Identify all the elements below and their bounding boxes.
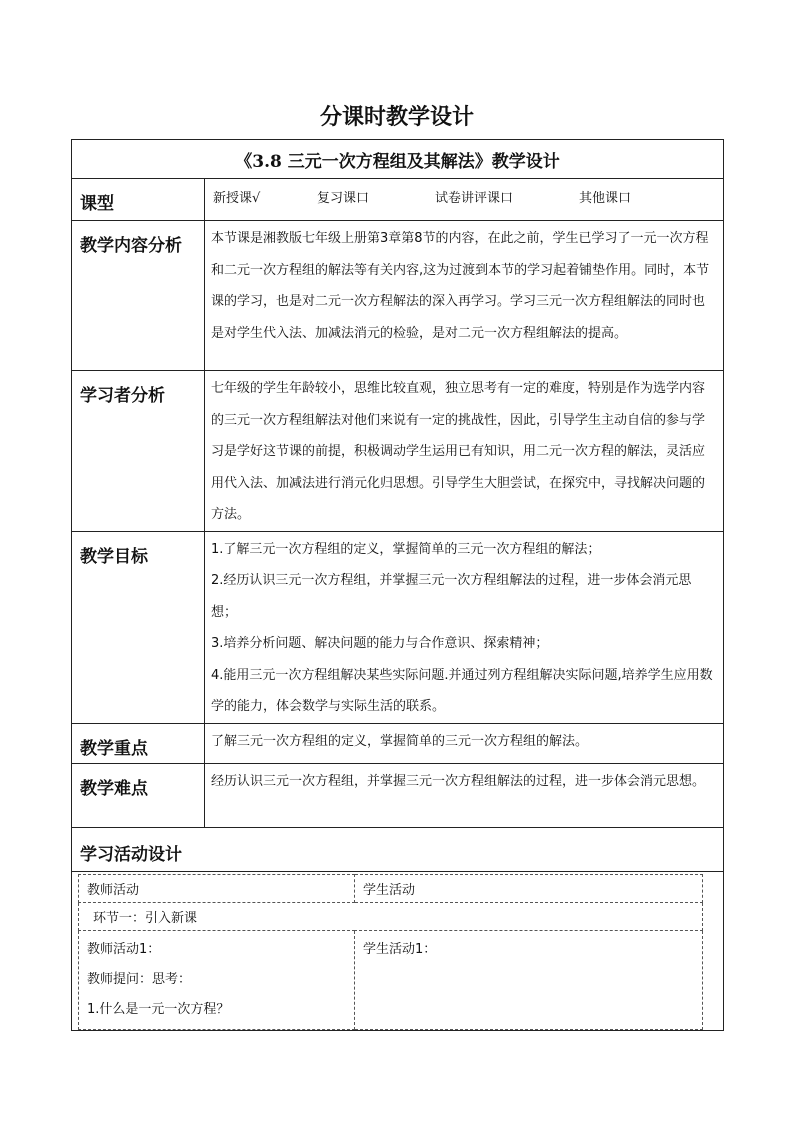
section-header: 环节一：引入新课	[79, 902, 703, 930]
activity-design-label: 学习活动设计	[72, 827, 724, 871]
difficulty-label: 教学难点	[72, 763, 205, 827]
goal-item: 3.培养分析问题、解决问题的能力与合作意识、探索精神；	[211, 636, 549, 651]
goal-item: 1.了解三元一次方程组的定义，掌握简单的三元一次方程组的解法；	[211, 541, 601, 557]
content-analysis-label: 教学内容分析	[72, 221, 205, 371]
learner-analysis-label: 学习者分析	[72, 371, 205, 532]
key-point-row	[72, 723, 724, 763]
goal-item: 4.能用三元一次方程组解决某些实际问题.并通过列方程组解决实际问题,培养学生应用数学的能力，体会数学与实际生活的联系。	[211, 667, 713, 714]
learner-analysis-text: 七年级的学生年龄较小，思维比较直观，独立思考有一定的难度，特别是作为选学内容的三元一次方程组解法对他们来说有一定的挑战性，因此，引导学生主动自信的参与学习是学好这节课的前提，积极调动学生运用已有知识，用二元一次方程的解法，灵活应用代入法、加减法进行消元化归思想。引导学生大胆尝试，在探究中，寻找解决问题的方法。	[205, 371, 724, 532]
activity-table-cell	[72, 871, 724, 1030]
difficulty-text: 经历认识三元一次方程组，并掌握三元一次方程组解法的过程，进一步体会消元思想。	[205, 763, 724, 827]
lesson-type-option-new: 新授课√	[213, 191, 261, 206]
goals-row	[72, 531, 724, 723]
lesson-plan-subtitle: 《3.8 三元一次方程组及其解法》教学设计	[72, 140, 724, 179]
learner-analysis-row	[72, 371, 724, 532]
student-activity-header: 学生活动	[355, 874, 703, 902]
student-activity-content	[355, 930, 703, 1029]
lesson-type-option-exam: 试卷讲评课口	[435, 191, 514, 206]
lesson-type-option-review: 复习课口	[317, 191, 370, 206]
page-title: 分课时教学设计	[319, 104, 474, 130]
lesson-type-label: 课型	[72, 179, 205, 221]
teacher-activity-header: 教师活动	[79, 874, 355, 902]
goal-item: 2.经历认识三元一次方程组，并掌握三元一次方程组解法的过程，进一步体会消元思想；	[211, 573, 692, 620]
content-analysis-text: 本节课是湘教版七年级上册第3章第8节的内容，在此之前，学生已学习了一元一次方程和二元一次方程组的解法等有关内容,这为过渡到本节的学习起着铺垫作用。同时，本节课的学习，也是对二元一次方程解法的深入再学习。学习三元一次方程组解法的同时也是对学生代入法、加减法消元的检验，是对二元一次方程组解法的提高。	[205, 221, 724, 371]
student-activity-line: 学生活动1：	[363, 941, 437, 957]
goals-list	[205, 531, 724, 723]
teacher-activity-line: 教师提问：思考：	[87, 971, 192, 987]
teacher-activity-line: 1.什么是一元一次方程？	[87, 1001, 230, 1017]
key-point-text: 了解三元一次方程组的定义，掌握简单的三元一次方程组的解法。	[205, 723, 724, 763]
activity-table	[78, 874, 703, 1030]
key-point-label: 教学重点	[72, 723, 205, 763]
teacher-activity-content	[79, 930, 355, 1029]
lesson-type-row	[72, 179, 724, 221]
lesson-type-options	[205, 179, 724, 221]
goals-label: 教学目标	[72, 531, 205, 723]
lesson-plan-table	[71, 139, 724, 1031]
lesson-type-option-other: 其他课口	[579, 191, 632, 206]
teacher-activity-line: 教师活动1：	[87, 941, 161, 957]
activity-design-row	[72, 827, 724, 871]
activity-table-row	[72, 871, 724, 1030]
content-analysis-row	[72, 221, 724, 371]
difficulty-row	[72, 763, 724, 827]
